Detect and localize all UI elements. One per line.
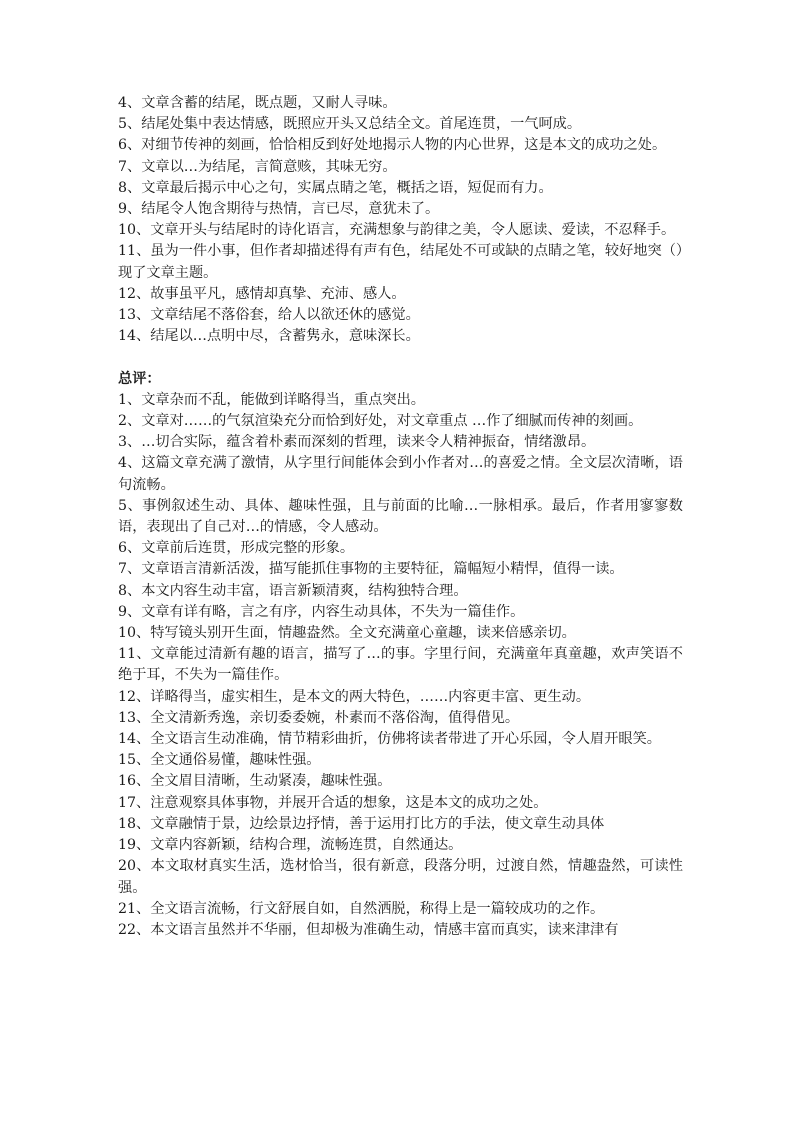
list-item: 9、文章有详有略，言之有序，内容生动具体，不失为一篇佳作。 (118, 603, 525, 620)
list-item: 18、文章融情于景，边绘景边抒情，善于运用打比方的手法，使文章生动具体 (118, 815, 605, 832)
list-item: 13、全文清新秀逸，亲切委委婉，朴素而不落俗淘，值得借见。 (118, 709, 520, 726)
list-item: 5、事例叙述生动、具体、趣味性强，且与前面的比喻…一脉相承。最后，作者用寥寥数语，表现出了自己对…的情感，令人感动。 (118, 497, 683, 536)
summary-comments-list (118, 390, 683, 941)
list-item: 12、故事虽平凡，感情却真挚、充沛、感人。 (118, 285, 406, 302)
list-item: 3、…切合实际，蕴含着朴素而深刻的哲理，读来令人精神振奋，情绪激昂。 (118, 434, 596, 451)
list-item: 6、对细节传神的刻画，恰恰相反到好处地揭示人物的内心世界，这是本文的成功之处。 (118, 137, 667, 154)
ending-comments-list (118, 93, 683, 347)
section-gap (118, 347, 683, 368)
list-item: 2、文章对……的气氛渲染充分而恰到好处，对文章重点 …作了细腻而传神的刻画。 (118, 413, 643, 430)
list-item: 6、文章前后连贯，形成完整的形象。 (118, 540, 355, 557)
list-item: 13、文章结尾不落俗套，给人以欲还休的感觉。 (118, 307, 420, 324)
list-item: 4、这篇文章充满了激情，从字里行间能体会到小作者对…的喜爱之情。全文层次清晰，语句流畅。 (118, 455, 683, 493)
list-item: 14、结尾以…点明中尽，含蓄隽永，意味深长。 (118, 328, 420, 345)
list-item: 11、文章能过清新有趣的语言，描写了…的事。字里行间，充满童年真童趣，欢声笑语不绝于耳，不失为一篇佳作。 (118, 646, 683, 684)
list-item: 12、详略得当，虚实相生，是本文的两大特色，……内容更丰富、更生动。 (118, 688, 591, 705)
list-item: 8、本文内容生动丰富，语言新颖清爽，结构独特合理。 (118, 582, 468, 599)
list-item: 11、虽为一件小事，但作者却描述得有声有色，结尾处不可或缺的点睛之笔，较好地突（）现了文章主题。 (118, 243, 683, 281)
list-item: 14、全文语言生动准确，情节精彩曲折，仿佛将读者带进了开心乐园，令人眉开眼笑。 (118, 731, 661, 748)
list-item: 15、全文通俗易懂，趣味性强。 (118, 752, 321, 769)
list-item: 7、文章语言清新活泼，描写能抓住事物的主要特征，篇幅短小精悍，值得一读。 (118, 561, 624, 578)
list-item: 4、文章含蓄的结尾，既点题，又耐人寻味。 (118, 95, 397, 111)
list-item: 16、全文眉目清晰，生动紧凑，趣味性强。 (118, 773, 392, 790)
list-item: 21、全文语言流畅，行文舒展自如，自然洒脱，称得上是一篇较成功的之作。 (118, 900, 605, 917)
list-item: 19、文章内容新颖，结构合理，流畅连贯，自然通达。 (118, 837, 463, 854)
list-item: 9、结尾令人饱含期待与热情，言已尽，意犹未了。 (118, 201, 440, 218)
list-item: 17、注意观察具体事物，并展开合适的想象，这是本文的成功之处。 (118, 794, 548, 811)
list-item: 7、文章以…为结尾，言简意赅，其味无穷。 (118, 158, 397, 175)
list-item: 10、文章开头与结尾时的诗化语言，充满想象与韵律之美，令人愿读、爱读，不忍释手。 (118, 222, 676, 239)
document-page (118, 93, 683, 941)
list-item: 8、文章最后揭示中心之句，实属点睛之笔，概括之语，短促而有力。 (118, 179, 553, 196)
summary-heading: 总评： (118, 370, 161, 387)
list-item: 5、结尾处集中表达情感，既照应开头又总结全文。首尾连贯，一气呵成。 (118, 116, 582, 133)
list-item: 20、本文取材真实生活，选材恰当，很有新意，段落分明，过渡自然，情趣盎然，可读性强。 (118, 858, 683, 896)
list-item: 1、文章杂而不乱，能做到详略得当，重点突出。 (118, 391, 425, 408)
list-item: 22、本文语言虽然并不华丽，但却极为准确生动，情感丰富而真实，读来津津有 (118, 921, 619, 938)
list-item: 10、特写镜头别开生面，情趣盎然。全文充满童心童趣，读来倍感亲切。 (118, 625, 576, 642)
